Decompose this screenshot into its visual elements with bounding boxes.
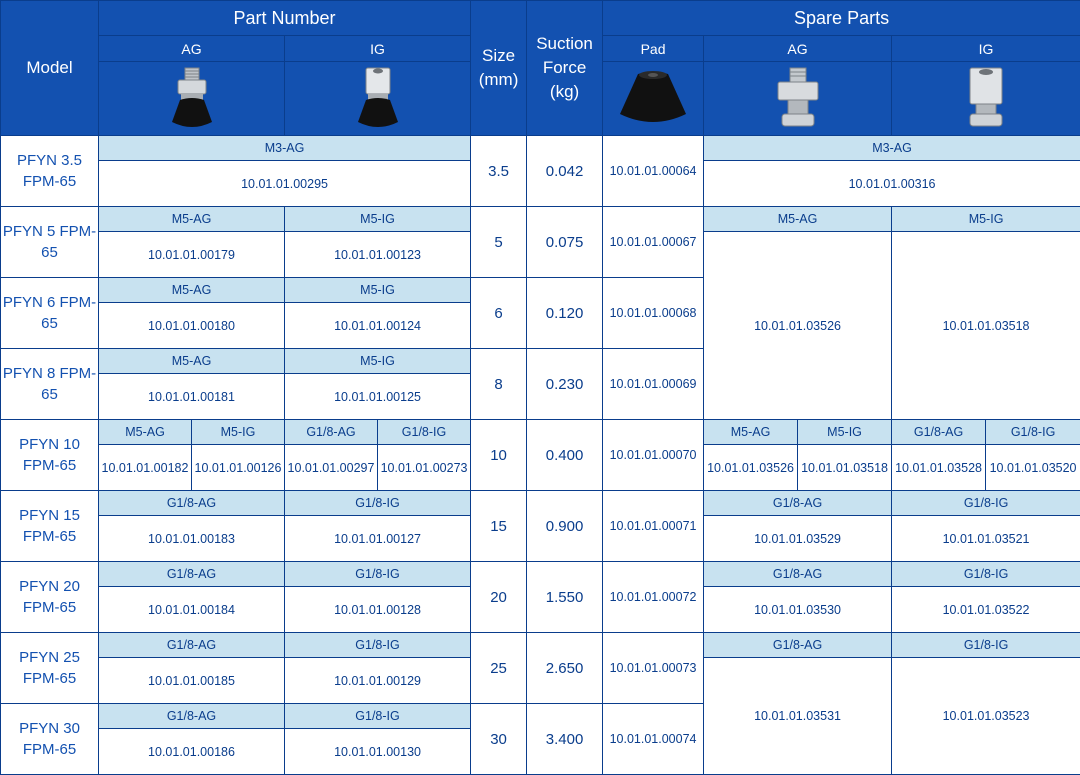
part-ag-image-cell <box>99 62 285 136</box>
header-model: Model <box>1 1 99 136</box>
spare-sub-label: G1/8-AG <box>704 491 892 516</box>
spare-sub-label: G1/8-AG <box>892 420 986 445</box>
part-sub-label: M5-AG <box>99 420 192 445</box>
force-cell: 0.400 <box>527 420 603 491</box>
pad-cell: 10.01.01.00069 <box>603 349 704 420</box>
size-cell: 6 <box>471 278 527 349</box>
model-cell: PFYN 20 FPM-65 <box>1 562 99 633</box>
spare-ig-image-cell <box>892 62 1080 136</box>
size-cell: 30 <box>471 704 527 775</box>
spare-number-value: 10.01.01.03530 <box>704 587 892 633</box>
spare-number-value: 10.01.01.03520 <box>986 445 1080 491</box>
header-spare-parts: Spare Parts <box>603 1 1080 36</box>
part-number-value: 10.01.01.00129 <box>285 658 471 704</box>
part-sub-label: G1/8-AG <box>99 704 285 729</box>
spare-sub-label: M5-AG <box>704 420 798 445</box>
pad-cell: 10.01.01.00074 <box>603 704 704 775</box>
pad-cell: 10.01.01.00068 <box>603 278 704 349</box>
part-sub-label: M3-AG <box>99 136 471 161</box>
size-cell: 3.5 <box>471 136 527 207</box>
pad-cell: 10.01.01.00067 <box>603 207 704 278</box>
spare-number-value: 10.01.01.03528 <box>892 445 986 491</box>
part-sub-label: G1/8-AG <box>99 562 285 587</box>
pad-icon <box>616 68 690 130</box>
part-number-value: 10.01.01.00273 <box>378 445 471 491</box>
force-cell: 0.230 <box>527 349 603 420</box>
model-cell: PFYN 6 FPM-65 <box>1 278 99 349</box>
pad-cell: 10.01.01.00073 <box>603 633 704 704</box>
spare-sub-label: M5-IG <box>798 420 892 445</box>
spare-sub-label: M5-AG <box>704 207 892 232</box>
part-sub-label: G1/8-IG <box>378 420 471 445</box>
spare-sub-label: G1/8-IG <box>892 562 1080 587</box>
model-cell: PFYN 5 FPM-65 <box>1 207 99 278</box>
pad-cell: 10.01.01.00072 <box>603 562 704 633</box>
spare-number-value: 10.01.01.03518 <box>892 232 1080 420</box>
part-number-value: 10.01.01.00126 <box>192 445 285 491</box>
pad-cell: 10.01.01.00064 <box>603 136 704 207</box>
force-cell: 1.550 <box>527 562 603 633</box>
size-cell: 20 <box>471 562 527 633</box>
part-sub-label: G1/8-AG <box>99 633 285 658</box>
force-cell: 0.042 <box>527 136 603 207</box>
model-cell: PFYN 25 FPM-65 <box>1 633 99 704</box>
header-part-ag: AG <box>99 36 285 62</box>
part-number-value: 10.01.01.00185 <box>99 658 285 704</box>
spare-number-value: 10.01.01.03518 <box>798 445 892 491</box>
part-sub-label: G1/8-IG <box>285 491 471 516</box>
part-sub-label: M5-IG <box>285 349 471 374</box>
suction-cup-ig-icon <box>354 66 402 132</box>
header-part-ig: IG <box>285 36 471 62</box>
model-cell: PFYN 30 FPM-65 <box>1 704 99 775</box>
part-number-value: 10.01.01.00183 <box>99 516 285 562</box>
spare-number-value: 10.01.01.03523 <box>892 658 1080 775</box>
ig-fitting-icon <box>956 66 1016 132</box>
part-sub-label: M5-IG <box>192 420 285 445</box>
part-sub-label: G1/8-AG <box>285 420 378 445</box>
force-cell: 0.900 <box>527 491 603 562</box>
spare-number-value: 10.01.01.03522 <box>892 587 1080 633</box>
part-number-value: 10.01.01.00179 <box>99 232 285 278</box>
part-number-value: 10.01.01.00128 <box>285 587 471 633</box>
part-number-value: 10.01.01.00124 <box>285 303 471 349</box>
part-number-value: 10.01.01.00123 <box>285 232 471 278</box>
spare-sub-label: G1/8-IG <box>892 633 1080 658</box>
part-number-value: 10.01.01.00181 <box>99 374 285 420</box>
part-sub-label: M5-IG <box>285 278 471 303</box>
spare-number-value: 10.01.01.03521 <box>892 516 1080 562</box>
spare-number-value: 10.01.01.03531 <box>704 658 892 775</box>
size-cell: 15 <box>471 491 527 562</box>
part-number-value: 10.01.01.00295 <box>99 161 471 207</box>
model-cell: PFYN 8 FPM-65 <box>1 349 99 420</box>
header-suction-force: Suction Force (kg) <box>527 1 603 136</box>
model-cell: PFYN 3.5 FPM-65 <box>1 136 99 207</box>
spare-sub-label: G1/8-AG <box>704 562 892 587</box>
ag-fitting-icon <box>768 66 828 132</box>
spare-number-value: 10.01.01.03526 <box>704 232 892 420</box>
force-cell: 3.400 <box>527 704 603 775</box>
header-spare-ig: IG <box>892 36 1080 62</box>
size-cell: 5 <box>471 207 527 278</box>
force-cell: 0.120 <box>527 278 603 349</box>
spare-sub-label: M3-AG <box>704 136 1080 161</box>
spare-number-value: 10.01.01.03526 <box>704 445 798 491</box>
part-sub-label: M5-IG <box>285 207 471 232</box>
part-sub-label: G1/8-AG <box>99 491 285 516</box>
spare-number-value: 10.01.01.00316 <box>704 161 1080 207</box>
pad-image-cell <box>603 62 704 136</box>
part-number-value: 10.01.01.00297 <box>285 445 378 491</box>
model-cell: PFYN 15 FPM-65 <box>1 491 99 562</box>
part-sub-label: M5-AG <box>99 349 285 374</box>
pad-cell: 10.01.01.00071 <box>603 491 704 562</box>
pad-cell: 10.01.01.00070 <box>603 420 704 491</box>
part-number-value: 10.01.01.00130 <box>285 729 471 775</box>
size-cell: 8 <box>471 349 527 420</box>
force-cell: 0.075 <box>527 207 603 278</box>
part-number-value: 10.01.01.00180 <box>99 303 285 349</box>
part-sub-label: G1/8-IG <box>285 562 471 587</box>
part-number-value: 10.01.01.00186 <box>99 729 285 775</box>
header-size: Size (mm) <box>471 1 527 136</box>
part-ig-image-cell <box>285 62 471 136</box>
force-cell: 2.650 <box>527 633 603 704</box>
header-pad: Pad <box>603 36 704 62</box>
header-part-number: Part Number <box>99 1 471 36</box>
spare-sub-label: G1/8-IG <box>986 420 1080 445</box>
part-number-value: 10.01.01.00127 <box>285 516 471 562</box>
model-cell: PFYN 10 FPM-65 <box>1 420 99 491</box>
part-number-value: 10.01.01.00184 <box>99 587 285 633</box>
part-sub-label: G1/8-IG <box>285 704 471 729</box>
part-sub-label: G1/8-IG <box>285 633 471 658</box>
part-number-value: 10.01.01.00125 <box>285 374 471 420</box>
part-sub-label: M5-AG <box>99 207 285 232</box>
spare-number-value: 10.01.01.03529 <box>704 516 892 562</box>
part-number-value: 10.01.01.00182 <box>99 445 192 491</box>
size-cell: 25 <box>471 633 527 704</box>
part-sub-label: M5-AG <box>99 278 285 303</box>
spare-sub-label: M5-IG <box>892 207 1080 232</box>
spare-sub-label: G1/8-IG <box>892 491 1080 516</box>
suction-cup-ag-icon <box>168 66 216 132</box>
header-spare-ag: AG <box>704 36 892 62</box>
size-cell: 10 <box>471 420 527 491</box>
spare-ag-image-cell <box>704 62 892 136</box>
spare-sub-label: G1/8-AG <box>704 633 892 658</box>
